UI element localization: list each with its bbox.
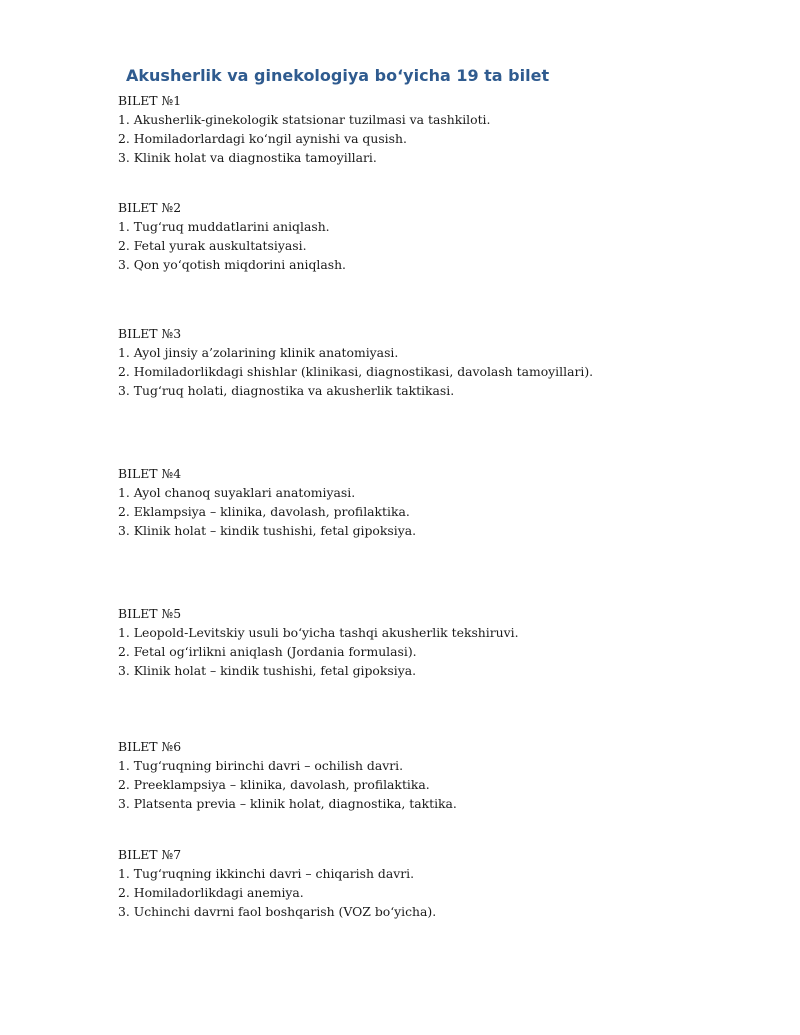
ticket-question: 1. Tug‘ruqning birinchi davri – ochilish davri. — [118, 758, 404, 773]
ticket-6 — [118, 737, 457, 813]
ticket-heading: BILET №2 — [118, 200, 182, 215]
ticket-question: 3. Uchinchi davrni faol boshqarish (VOZ bo‘yicha). — [118, 904, 437, 919]
ticket-question: 3. Tug‘ruq holati, diagnostika va akusherlik taktikasi. — [118, 383, 455, 398]
ticket-question: 2. Homiladorlardagi ko‘ngil aynishi va qusish. — [118, 131, 407, 146]
ticket-question: 1. Ayol chanoq suyaklari anatomiyasi. — [118, 485, 356, 500]
ticket-4 — [118, 464, 416, 540]
ticket-question: 1. Tug‘ruqning ikkinchi davri – chiqarish davri. — [118, 866, 415, 881]
ticket-3 — [118, 324, 593, 400]
ticket-question: 2. Preeklampsiya – klinika, davolash, profilaktika. — [118, 777, 430, 792]
document-title: Akusherlik va ginekologiya bo‘yicha 19 ta bilet — [126, 66, 550, 85]
ticket-question: 2. Homiladorlikdagi shishlar (klinikasi, diagnostikasi, davolash tamoyillari). — [118, 364, 594, 379]
ticket-question: 2. Eklampsiya – klinika, davolash, profilaktika. — [118, 504, 410, 519]
ticket-heading: BILET №1 — [118, 93, 182, 108]
ticket-question: 3. Klinik holat – kindik tushishi, fetal gipoksiya. — [118, 523, 417, 538]
ticket-question: 2. Homiladorlikdagi anemiya. — [118, 885, 304, 900]
ticket-1 — [118, 91, 490, 167]
ticket-question: 1. Ayol jinsiy a’zolarining klinik anatomiyasi. — [118, 345, 399, 360]
ticket-heading: BILET №3 — [118, 326, 182, 341]
ticket-question: 3. Qon yo‘qotish miqdorini aniqlash. — [118, 257, 346, 272]
ticket-heading: BILET №4 — [118, 466, 182, 481]
ticket-2 — [118, 198, 346, 274]
ticket-7 — [118, 845, 436, 921]
ticket-question: 1. Tug‘ruq muddatlarini aniqlash. — [118, 219, 330, 234]
ticket-question: 3. Platsenta previa – klinik holat, diagnostika, taktika. — [118, 796, 457, 811]
ticket-question: 2. Fetal yurak auskultatsiyasi. — [118, 238, 307, 253]
ticket-heading: BILET №5 — [118, 606, 182, 621]
ticket-question: 3. Klinik holat va diagnostika tamoyillari. — [118, 150, 377, 165]
ticket-question: 1. Akusherlik-ginekologik statsionar tuzilmasi va tashkiloti. — [118, 112, 491, 127]
ticket-5 — [118, 604, 519, 680]
ticket-heading: BILET №7 — [118, 847, 182, 862]
ticket-question: 3. Klinik holat – kindik tushishi, fetal gipoksiya. — [118, 663, 417, 678]
ticket-question: 2. Fetal og‘irlikni aniqlash (Jordania formulasi). — [118, 644, 417, 659]
ticket-question: 1. Leopold-Levitskiy usuli bo‘yicha tashqi akusherlik tekshiruvi. — [118, 625, 519, 640]
ticket-heading: BILET №6 — [118, 739, 182, 754]
